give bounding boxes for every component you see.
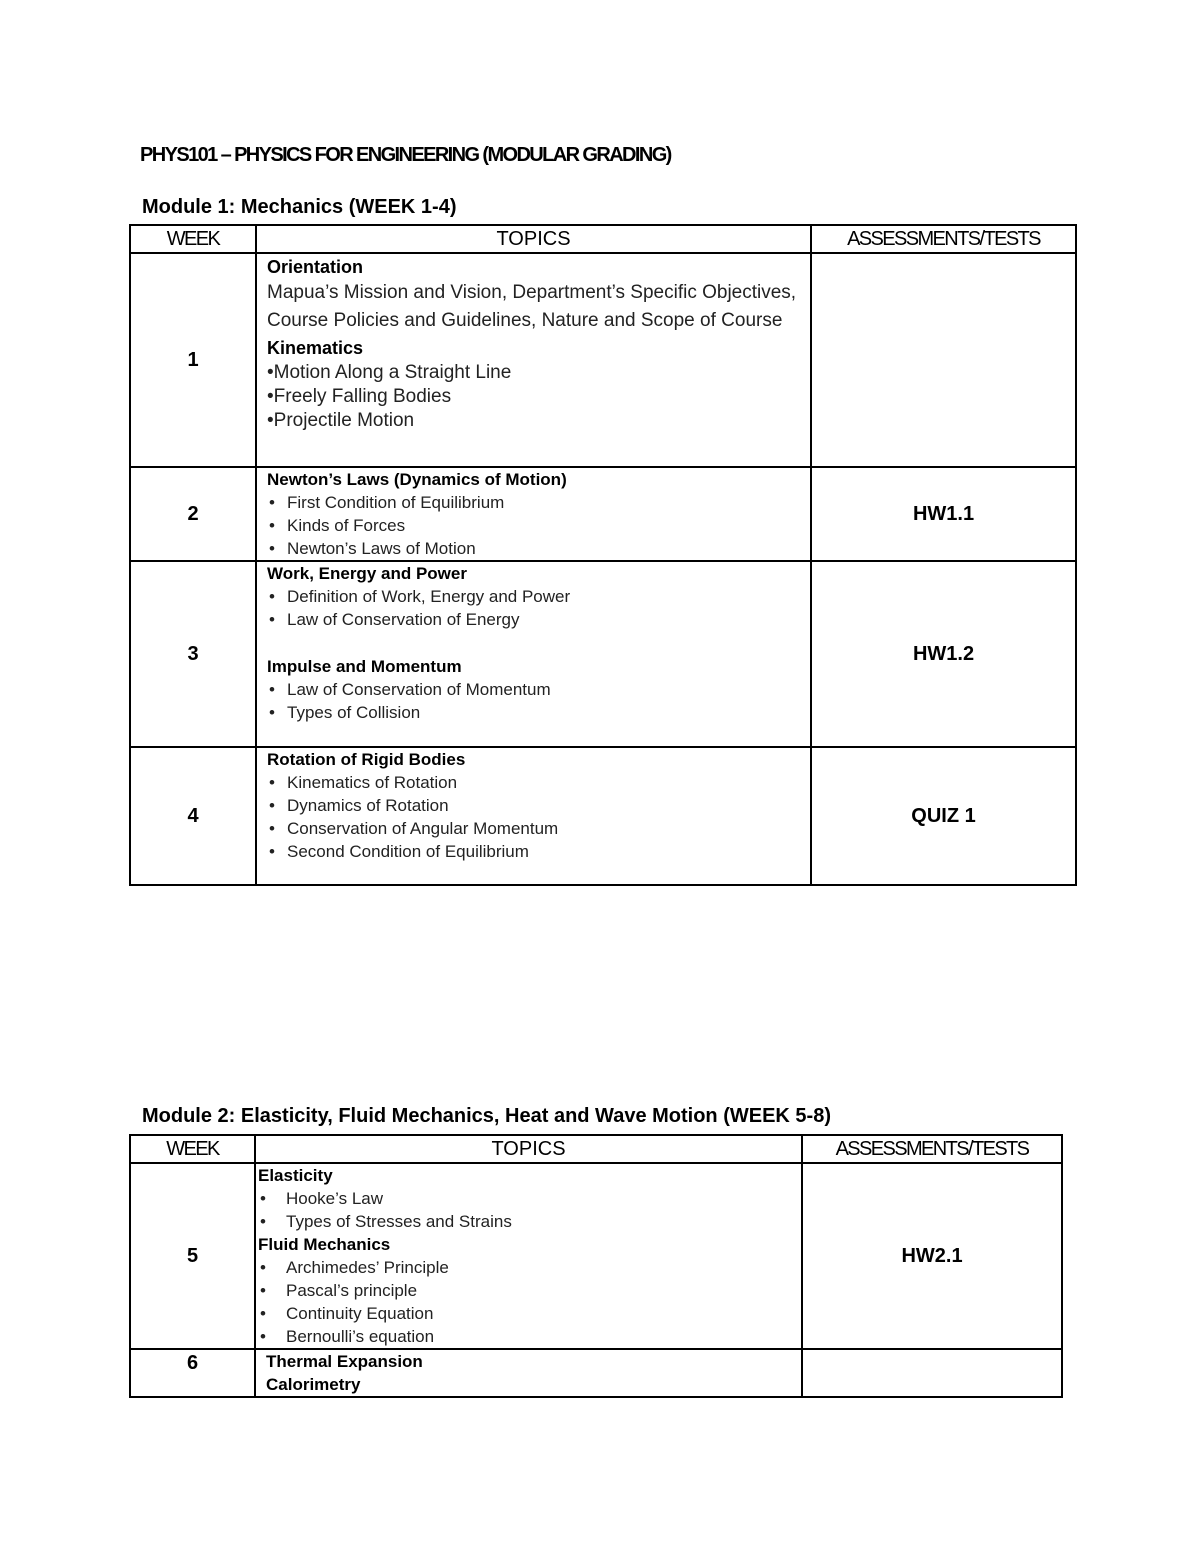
topic-heading: Rotation of Rigid Bodies — [267, 750, 466, 769]
assessment-cell — [802, 1349, 1062, 1397]
week-cell: 6 — [130, 1349, 255, 1397]
week-cell: 4 — [130, 747, 256, 885]
topic-item: • Second Condition of Equilibrium — [267, 840, 800, 863]
header-topics: TOPICS — [255, 1135, 802, 1163]
topics-cell — [256, 253, 811, 467]
week-cell: 3 — [130, 561, 256, 747]
topic-heading: Calorimetry — [266, 1375, 361, 1394]
document-title: PHYS101 – PHYSICS FOR ENGINEERING (MODULAR GRADING) — [140, 144, 671, 166]
topic-item: • Kinds of Forces — [267, 514, 800, 537]
topics-cell — [256, 747, 811, 885]
header-assessments: ASSESSMENTS/TESTS — [802, 1135, 1062, 1163]
topic-item: •Projectile Motion — [267, 410, 415, 431]
table-row — [130, 747, 1076, 885]
topic-heading: Thermal Expansion — [266, 1352, 423, 1371]
week-cell: 1 — [130, 253, 256, 467]
table-row — [130, 1349, 1062, 1397]
topic-text: Mapua’s Mission and Vision, Department’s Specific Objectives, Course Policies and Guidelines, Nature and Scope of Course — [267, 282, 797, 331]
topics-cell — [255, 1349, 802, 1397]
assessment-cell: QUIZ 1 — [811, 747, 1076, 885]
module-1-title: Module 1: Mechanics (WEEK 1-4) — [142, 196, 457, 218]
topics-cell — [256, 561, 811, 747]
header-week: WEEK — [130, 1135, 255, 1163]
topics-cell — [255, 1163, 802, 1349]
topic-heading: Elasticity — [258, 1166, 333, 1185]
table-row — [130, 1163, 1062, 1349]
topic-item: • Law of Conservation of Energy — [267, 608, 800, 631]
topic-item: • Newton’s Laws of Motion — [267, 537, 800, 560]
assessment-cell: HW1.1 — [811, 467, 1076, 561]
table-row — [130, 467, 1076, 561]
header-topics: TOPICS — [256, 225, 811, 253]
week-cell: 5 — [130, 1163, 255, 1349]
header-week: WEEK — [130, 225, 256, 253]
topic-item: • Bernoulli’s equation — [258, 1325, 799, 1348]
assessment-cell — [811, 253, 1076, 467]
topic-item: • Types of Collision — [267, 701, 800, 724]
module-2-table — [129, 1134, 1063, 1398]
header-assessments: ASSESSMENTS/TESTS — [811, 225, 1076, 253]
topic-item: • First Condition of Equilibrium — [267, 491, 800, 514]
topic-item: • Kinematics of Rotation — [267, 771, 800, 794]
assessment-cell: HW1.2 — [811, 561, 1076, 747]
topic-heading: Fluid Mechanics — [258, 1235, 391, 1254]
assessment-cell: HW2.1 — [802, 1163, 1062, 1349]
topic-item: •Freely Falling Bodies — [267, 386, 452, 407]
topic-item: • Archimedes’ Principle — [258, 1256, 799, 1279]
topic-item: • Definition of Work, Energy and Power — [267, 585, 800, 608]
topic-heading: Orientation — [267, 257, 364, 277]
topics-cell — [256, 467, 811, 561]
table-header-row — [130, 1135, 1062, 1163]
topic-heading: Kinematics — [267, 338, 364, 358]
topic-item: •Motion Along a Straight Line — [267, 362, 512, 383]
topic-item: • Dynamics of Rotation — [267, 794, 800, 817]
module-2-title: Module 2: Elasticity, Fluid Mechanics, Heat and Wave Motion (WEEK 5-8) — [142, 1105, 831, 1127]
topic-item: • Continuity Equation — [258, 1302, 799, 1325]
table-row — [130, 561, 1076, 747]
table-header-row — [130, 225, 1076, 253]
topic-item: • Types of Stresses and Strains — [258, 1210, 799, 1233]
topic-heading: Impulse and Momentum — [267, 657, 462, 676]
topic-item: • Law of Conservation of Momentum — [267, 678, 800, 701]
table-row — [130, 253, 1076, 467]
topic-heading: Work, Energy and Power — [267, 564, 467, 583]
topic-item: • Pascal’s principle — [258, 1279, 799, 1302]
topic-heading: Newton’s Laws (Dynamics of Motion) — [267, 470, 567, 489]
topic-item: • Conservation of Angular Momentum — [267, 817, 800, 840]
module-1-table — [129, 224, 1077, 886]
topic-item: • Hooke’s Law — [258, 1187, 799, 1210]
week-cell: 2 — [130, 467, 256, 561]
